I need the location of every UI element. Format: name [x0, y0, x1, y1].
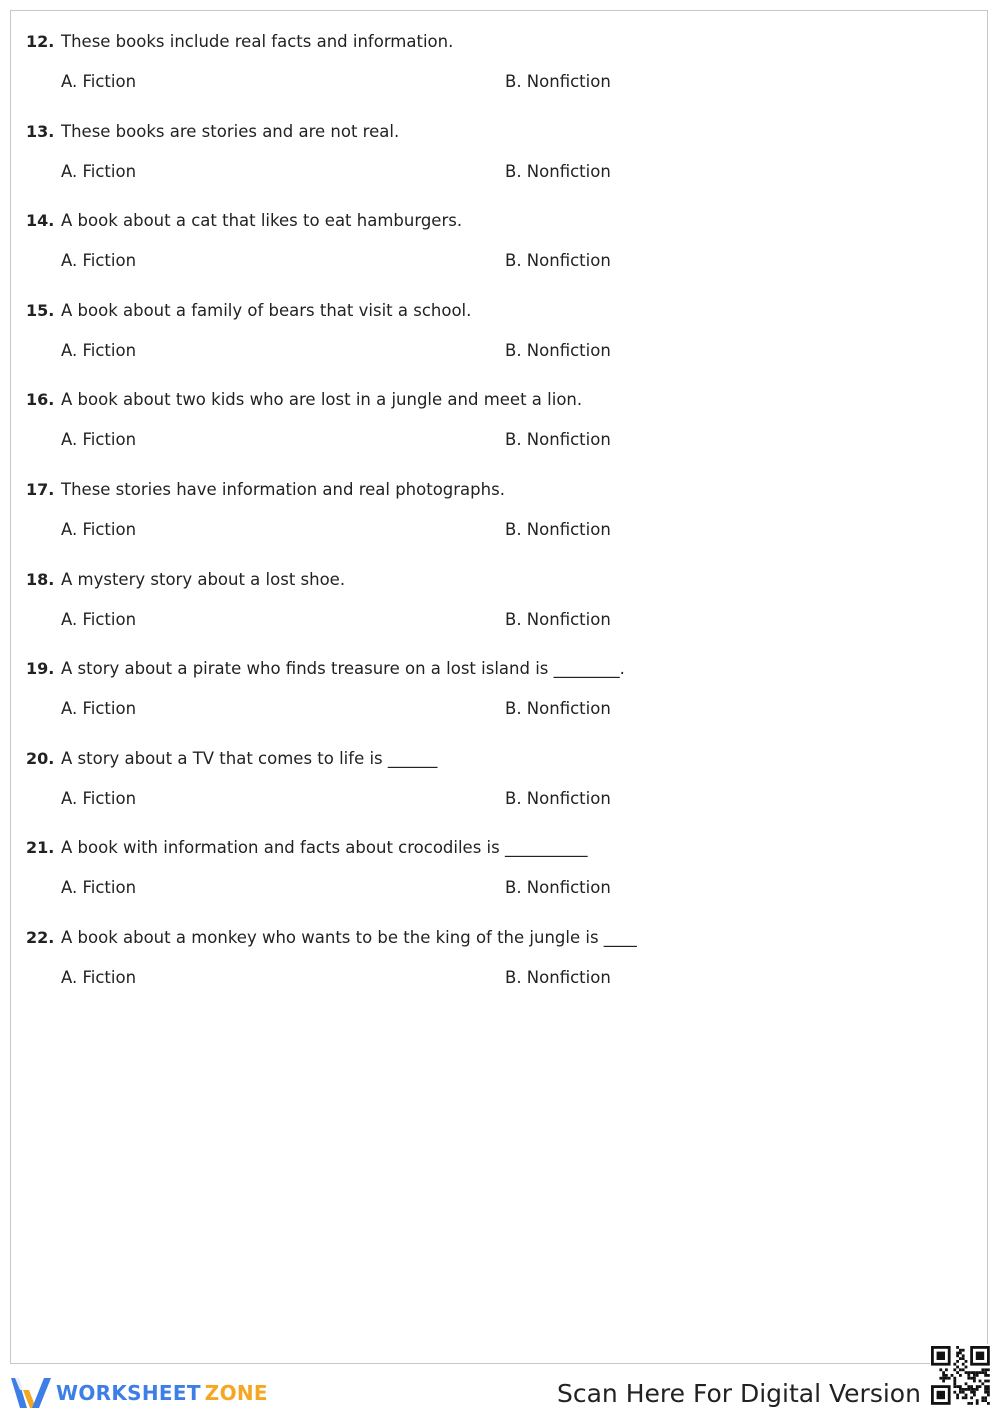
question-item: [26, 928, 926, 998]
question-line: [26, 480, 505, 500]
question-number: 18.: [26, 569, 55, 589]
question-number: 17.: [26, 480, 55, 499]
question-line: [26, 749, 437, 769]
option-b[interactable]: B. Nonfiction: [505, 788, 611, 808]
option-a[interactable]: A. Fiction: [61, 520, 137, 539]
worksheetzone-logo-icon: [10, 1376, 52, 1410]
option-a[interactable]: A. Fiction: [61, 878, 137, 898]
option-a[interactable]: A. Fiction: [61, 251, 137, 271]
option-a[interactable]: A. Fiction: [61, 968, 137, 987]
question-text: A mystery story about a lost shoe.: [61, 569, 346, 589]
brand-logo[interactable]: [10, 1376, 268, 1410]
question-text: A book about a family of bears that visit a school.: [61, 300, 472, 320]
option-b[interactable]: B. Nonfiction: [505, 609, 611, 629]
question-number: 21.: [26, 838, 55, 858]
question-number: 12.: [26, 32, 55, 51]
question-text: A book about a monkey who wants to be the king of the jungle is ____: [61, 928, 637, 947]
option-a[interactable]: A. Fiction: [61, 161, 137, 181]
option-a[interactable]: A. Fiction: [61, 699, 137, 719]
scan-prompt: Scan Here For Digital Version: [557, 1379, 921, 1408]
logo-text-zone: ZONE: [204, 1381, 268, 1405]
question-number: 14.: [26, 211, 55, 231]
question-line: [26, 659, 625, 679]
question-item: [26, 749, 926, 819]
question-item: [26, 480, 926, 550]
option-b[interactable]: B. Nonfiction: [505, 251, 611, 271]
question-item: [26, 211, 926, 281]
logo-text-worksheet: WORKSHEET: [56, 1381, 201, 1405]
question-item: [26, 32, 926, 102]
option-a[interactable]: A. Fiction: [61, 340, 137, 360]
question-line: [26, 211, 462, 231]
question-line: [26, 301, 471, 321]
question-text: A story about a pirate who finds treasure on a lost island is ________.: [61, 659, 625, 679]
question-number: 15.: [26, 300, 55, 320]
question-item: [26, 659, 926, 729]
option-a[interactable]: A. Fiction: [61, 609, 137, 629]
question-text: A book about a cat that likes to eat hamburgers.: [61, 211, 463, 231]
question-number: 19.: [26, 659, 55, 679]
option-b[interactable]: B. Nonfiction: [505, 878, 611, 898]
question-line: [26, 32, 453, 52]
question-text: These books are stories and are not real.: [61, 121, 400, 141]
question-text: These books include real facts and information.: [61, 32, 454, 51]
question-line: [26, 390, 582, 410]
question-item: [26, 838, 926, 908]
question-number: 22.: [26, 928, 55, 947]
option-b[interactable]: B. Nonfiction: [505, 699, 611, 719]
option-b[interactable]: B. Nonfiction: [505, 161, 611, 181]
question-item: [26, 122, 926, 192]
option-b[interactable]: B. Nonfiction: [505, 430, 611, 450]
question-line: [26, 570, 345, 590]
question-text: A book about two kids who are lost in a jungle and meet a lion.: [61, 390, 583, 410]
option-b[interactable]: B. Nonfiction: [505, 72, 611, 91]
qr-code-icon[interactable]: [930, 1344, 990, 1406]
option-a[interactable]: A. Fiction: [61, 72, 137, 91]
question-item: [26, 570, 926, 640]
option-a[interactable]: A. Fiction: [61, 788, 137, 808]
option-b[interactable]: B. Nonfiction: [505, 520, 611, 539]
option-a[interactable]: A. Fiction: [61, 430, 137, 450]
question-number: 20.: [26, 748, 55, 768]
question-text: These stories have information and real photographs.: [61, 480, 505, 499]
option-b[interactable]: B. Nonfiction: [505, 340, 611, 360]
question-item: [26, 390, 926, 460]
option-b[interactable]: B. Nonfiction: [505, 968, 611, 987]
question-line: [26, 122, 399, 142]
question-text: A book with information and facts about crocodiles is __________: [61, 838, 588, 858]
question-text: A story about a TV that comes to life is ______: [61, 748, 438, 768]
question-line: [26, 838, 587, 858]
question-number: 13.: [26, 121, 55, 141]
question-item: [26, 301, 926, 371]
question-line: [26, 928, 637, 948]
question-number: 16.: [26, 390, 55, 410]
